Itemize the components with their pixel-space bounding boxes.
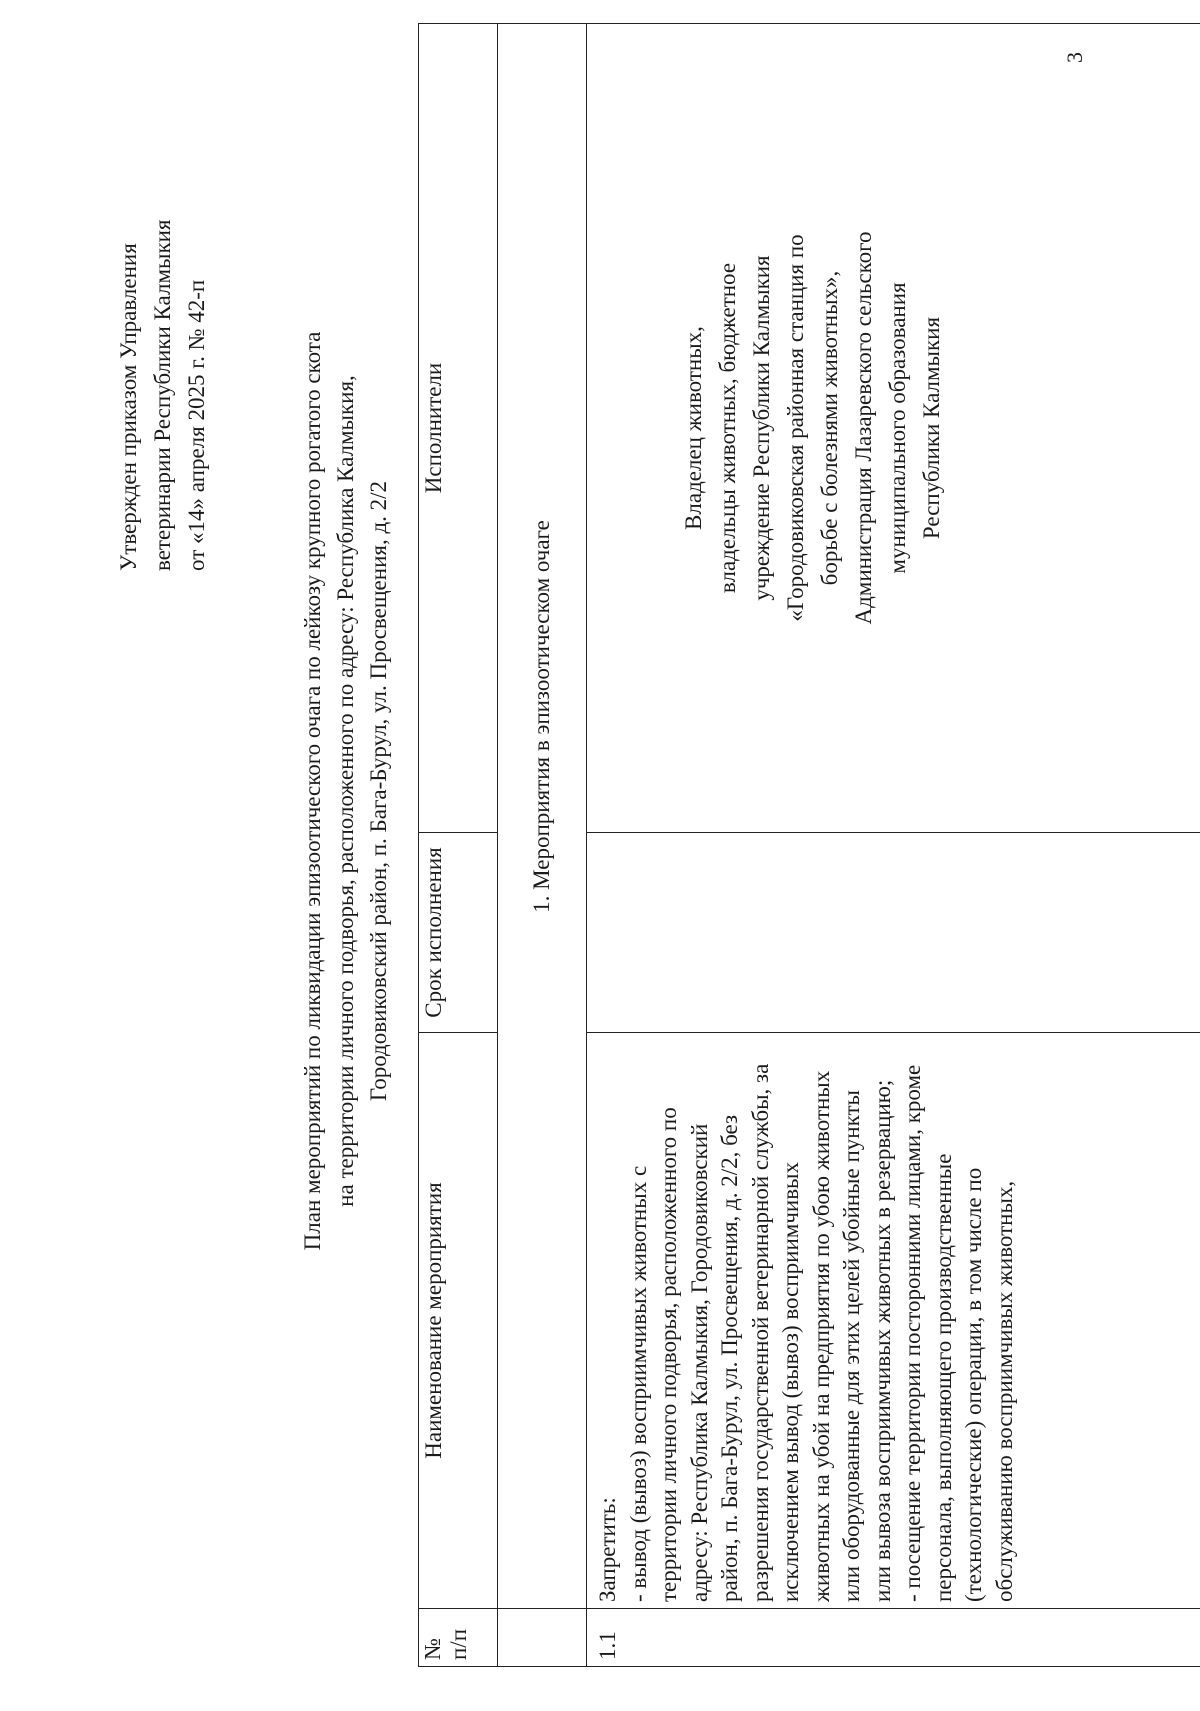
- header-number: [419, 1609, 498, 1667]
- measure-line: (технологические) операции, в том числе по: [961, 1167, 986, 1602]
- approval-line: Утвержден приказом Управления: [116, 243, 141, 571]
- executor-line: Администрация Лазаревского сельского: [851, 231, 876, 625]
- measure-line: исключением вывод (вывоз) восприимчивых: [778, 1161, 803, 1602]
- executor-line: владельцы животных, бюджетное: [715, 262, 740, 594]
- measure-line: животных на убой на предприятия по убою животных: [808, 1070, 834, 1602]
- header-executors: Исполнители: [419, 24, 498, 833]
- title-line: План мероприятий по ликвидации эпизоотического очага по лейкозу крупного рогатого скота: [300, 331, 325, 1251]
- section-title: 1. Мероприятия в эпизоотическом очаге: [498, 24, 587, 1609]
- header-number-symbol: №: [420, 1638, 445, 1660]
- plan-table: [418, 23, 1200, 1667]
- approval-line: ветеринарии Республики Калмыкия: [150, 219, 175, 571]
- measure-line: обслуживанию восприимчивых животных,: [991, 1180, 1017, 1602]
- measure-line: территории личного подворья, расположенного по: [656, 1107, 681, 1602]
- title-line: Городовиковский район, п. Бага-Бурул, ул. Просвещения, д. 2/2: [366, 480, 391, 1102]
- measure-line: - посещение территории посторонними лицами, кроме: [900, 1064, 925, 1602]
- executor-line: учреждение Республики Калмыкия: [749, 255, 774, 601]
- title-line: на территории личного подворья, расположенного по адресу: Республика Калмыкия,: [333, 375, 358, 1207]
- measure-line: или оборудованные для этих целей убойные пункты: [839, 1090, 864, 1602]
- executor-line: борьбе с болезнями животных»,: [817, 270, 842, 586]
- row-number: 1.1: [587, 1609, 1200, 1667]
- executor-line: Республики Калмыкия: [919, 316, 944, 540]
- table-row: [587, 24, 1200, 1667]
- page-number: 3: [1062, 52, 1087, 63]
- header-measure-name: Наименование мероприятия: [419, 1033, 498, 1609]
- measure-line: Запретить:: [595, 1497, 620, 1602]
- section-number-cell: [498, 1609, 587, 1667]
- executor-line: «Городовиковская районная станция по: [783, 234, 808, 622]
- measure-line: или вывоза восприимчивых животных в резервацию;: [869, 1079, 895, 1602]
- executor-line: муниципального образования: [885, 282, 910, 574]
- measure-line: разрешения государственной ветеринарной службы, за: [747, 1063, 773, 1602]
- measure-text: [587, 1033, 1200, 1609]
- approval-stamp: [112, 51, 214, 571]
- section-row: [498, 24, 587, 1667]
- header-deadline: Срок исполнения: [419, 833, 498, 1033]
- approval-line: от «14» апреля 2025 г. № 42-п: [184, 279, 209, 571]
- table-header-row: [419, 24, 498, 1667]
- measure-line: адресу: Республика Калмыкия, Городовиковский: [686, 1123, 712, 1602]
- measure-line: район, п. Бага-Бурул, ул. Просвещения, д. 2/2, без: [717, 1114, 742, 1602]
- executor-line: Владелец животных,: [681, 326, 706, 530]
- deadline-cell: [587, 833, 1200, 1033]
- header-number-abbrev: п/п: [446, 1628, 471, 1660]
- measure-line: персонала, выполняющего производственные: [930, 1153, 956, 1602]
- page-title: [296, 11, 395, 1571]
- measure-line: - вывод (вывоз) восприимчивых животных с: [625, 1165, 651, 1602]
- executors-cell: [587, 24, 1200, 833]
